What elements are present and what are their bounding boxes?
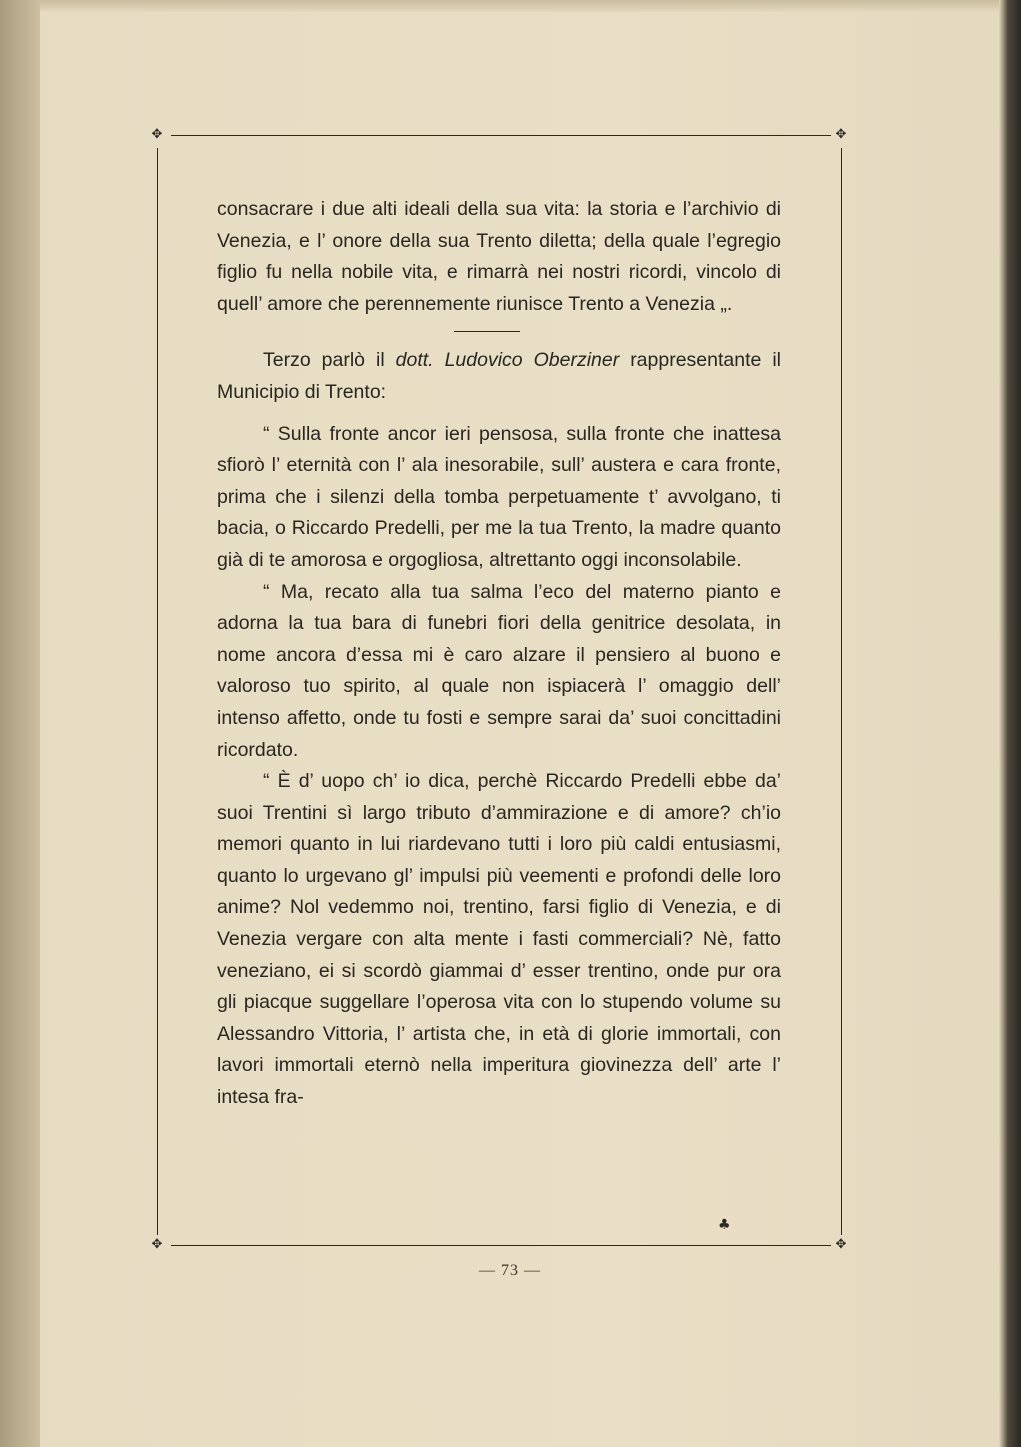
corner-ornament-icon: ✥ xyxy=(151,127,163,142)
paragraph-continuation: consacrare i due alti ideali della sua vita: la storia e l’archivio di Venezia, e l’ onore della sua Trento diletta; della quale l’egregio figlio fu nella nobile vita, e rimarrà nei nostri ricordi, vincolo di quell’ amore che perennemente riunisce Trento a Venezia „. xyxy=(217,198,781,315)
frame-bottom-rule xyxy=(171,1245,831,1246)
intro-text: Terzo parlò il xyxy=(263,349,396,372)
main-text xyxy=(217,194,781,1114)
intro-text-after: rappresentante il Municipio di Trento: xyxy=(217,349,782,403)
speaker-name: Ludovico Oberziner xyxy=(444,349,620,372)
frame-right-rule xyxy=(841,148,842,1235)
frame-left-rule xyxy=(157,148,158,1235)
page-top-edge xyxy=(40,0,999,12)
book-spine-shadow xyxy=(0,0,40,1447)
speech-paragraph: “ Ma, recato alla tua salma l’eco del materno pianto e adorna la tua bara di funebri fiori della genitrice desolata, in nome ancora d’essa mi è caro alzare il pensiero al buono e valoroso tuo spirito, al quale non ispiacerà l’ omaggio dell’ intenso affetto, onde tu fosti e sempre sarai da’ suoi concittadini ricordato. xyxy=(217,580,781,761)
corner-ornament-icon: ✥ xyxy=(151,1237,163,1252)
page-number: — 73 — xyxy=(479,1262,541,1279)
speaker-intro xyxy=(217,345,781,408)
page-right-edge xyxy=(999,0,1021,1447)
speaker-title: dott. xyxy=(395,349,434,372)
speech-paragraph: “ Sulla fronte ancor ieri pensosa, sulla fronte che inattesa sfiorò l’ eternità con l’ ala inesorabile, sull’ austera e cara fronte, prima che i silenzi della tomba perpetuamente t’ avvolgano, ti bacia, o Riccardo Predelli, per me la tua Trento, la madre quanto già di te amorosa e orgogliosa, altrettanto oggi inconsolabile. xyxy=(217,422,781,571)
speech-paragraph: “ È d’ uopo ch’ io dica, perchè Riccardo Predelli ebbe da’ suoi Trentini sì largo tributo d’ammirazione e di amore? ch’io memori quanto in lui riardevano tutti i loro più caldi entusiasmi, quanto lo urgevano gl’ impulsi più veementi e profondi delle loro anime? Nol vedemmo noi, trentino, farsi figlio di Venezia, e di Venezia vergare con alta mente i fasti commerciali? Nè, fatto veneziano, ei si scordò giammai d’ esser trentino, onde pur ora gli piacque suggellare l’operosa vita con lo stupendo volume su Alessandro Vittoria, l’ artista che, in età di glorie immortali, con lavori immortali eternò nella imperitura giovinezza dell’ arte l’ intesa fra- xyxy=(217,770,781,1109)
printer-mark-icon: ♣ xyxy=(718,1217,731,1233)
corner-ornament-icon: ✥ xyxy=(835,127,847,142)
corner-ornament-icon: ✥ xyxy=(835,1237,847,1252)
section-separator xyxy=(454,331,520,332)
frame-top-rule xyxy=(171,135,831,136)
